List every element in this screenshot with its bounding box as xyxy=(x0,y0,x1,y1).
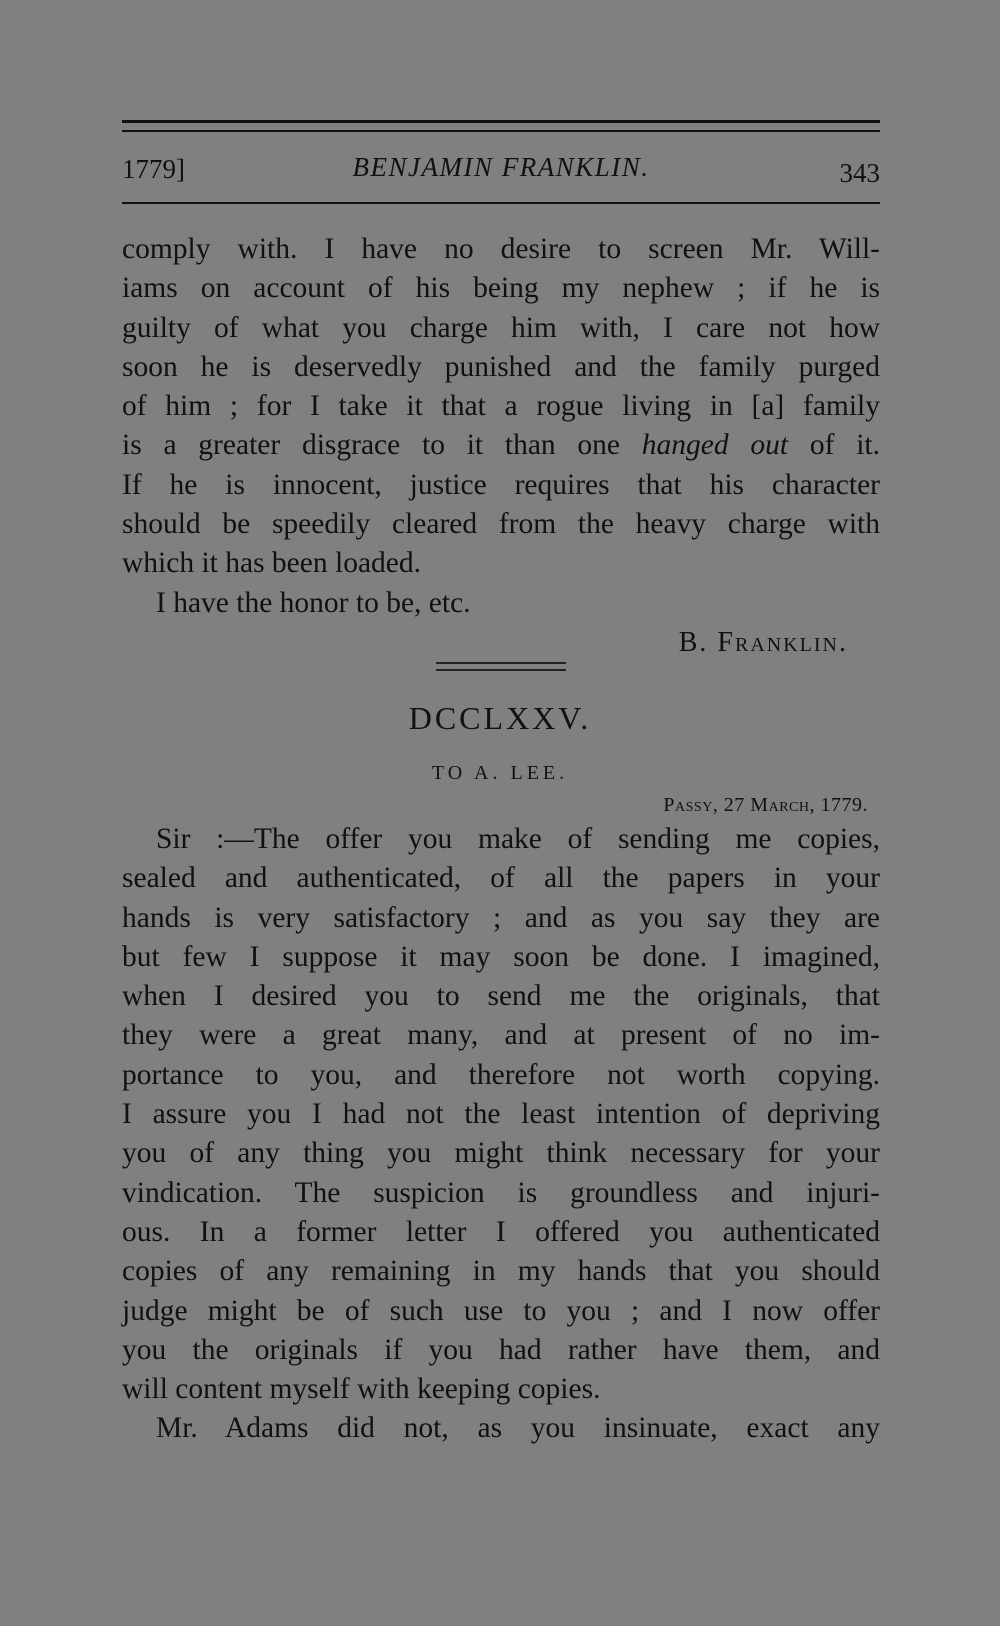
text-line: they were a great many, and at present of no im- xyxy=(122,1019,880,1052)
signature-name: B. Franklin. xyxy=(678,627,848,658)
text-line: vindication. The suspicion is groundless and injuri- xyxy=(122,1176,880,1209)
text-line: guilty of what you charge him with, I care not how xyxy=(122,311,880,344)
text-line: comply with. I have no desire to screen Mr. Will- xyxy=(122,233,880,265)
letter-number: DCCLXXV. xyxy=(408,700,592,736)
text-line: iams on account of his being my nephew ; if he is xyxy=(122,272,880,305)
running-head xyxy=(122,150,880,190)
text-line-with-italic: is a greater disgrace to it than one hanged out of it. xyxy=(122,429,880,462)
text-line: Mr. Adams did not, as you insinuate, exact any xyxy=(156,1412,880,1445)
page-number: 343 xyxy=(839,158,880,188)
separator-rule xyxy=(436,662,566,664)
text-line: soon he is deservedly punished and the family purged xyxy=(122,350,880,383)
text-line: portance to you, and therefore not worth copying. xyxy=(122,1058,880,1091)
letter-addressee: TO A. LEE. xyxy=(431,762,569,784)
running-head-year: 1779] xyxy=(122,154,185,184)
text-line: If he is innocent, justice requires that his character xyxy=(122,468,880,501)
text-line: ous. In a former letter I offered you authenticated xyxy=(122,1215,880,1248)
previous-letter-body xyxy=(122,230,880,623)
text-line: copies of any remaining in my hands that you should xyxy=(122,1255,880,1288)
text-line: should be speedily cleared from the heavy charge with xyxy=(122,508,880,541)
text-line: which it has been loaded. xyxy=(122,547,422,580)
running-head-title: BENJAMIN FRANKLIN. xyxy=(352,152,650,182)
salutation-line: Sir :—The offer you make of sending me copies, xyxy=(156,823,880,855)
separator-rule-secondary xyxy=(436,669,566,671)
head-rule xyxy=(122,202,880,204)
letter-dateline: Passy, 27 March, 1779. xyxy=(663,794,868,816)
signature xyxy=(679,627,848,659)
text-line: sealed and authenticated, of all the papers in your xyxy=(122,862,880,895)
text-line: when I desired you to send me the originals, that xyxy=(122,980,880,1013)
top-rule xyxy=(122,120,880,123)
letter-body xyxy=(122,820,880,1449)
text-line: I assure you I had not the least intention of depriving xyxy=(122,1098,880,1131)
text-line: you of any thing you might think necessary for your xyxy=(122,1137,880,1170)
text-line: you the originals if you had rather have them, and xyxy=(122,1333,880,1366)
text-line: of him ; for I take it that a rogue living in [a] family xyxy=(122,390,880,423)
italic-phrase: hanged out xyxy=(641,429,789,462)
text-line: will content myself with keeping copies. xyxy=(122,1373,601,1406)
text-line: but few I suppose it may soon be done. I imagined, xyxy=(122,940,880,973)
top-rule-secondary xyxy=(122,130,880,132)
closing-line: I have the honor to be, etc. xyxy=(156,586,471,619)
text-line: judge might be of such use to you ; and I now offer xyxy=(122,1294,880,1327)
text-line: hands is very satisfactory ; and as you say they are xyxy=(122,901,880,934)
